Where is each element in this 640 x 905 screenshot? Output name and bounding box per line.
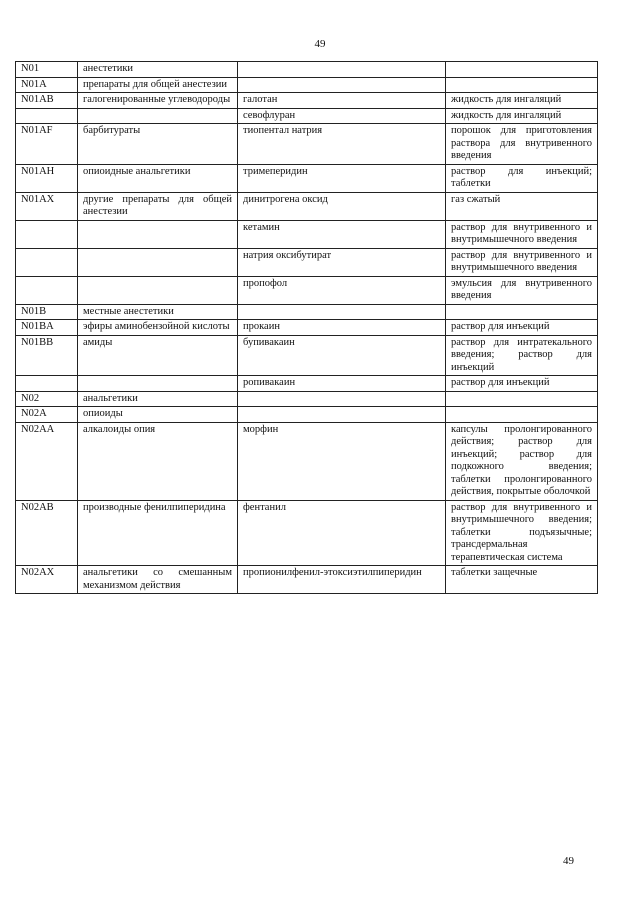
atc-code-cell: N01AB [16,93,78,109]
table-row [16,376,598,392]
dosage-form-cell: порошок для приготовления раствора для внутривенного введения [446,124,598,165]
drug-name-cell: натрия оксибутират [238,248,446,276]
dosage-form-cell: жидкость для ингаляций [446,93,598,109]
atc-code-cell: N02A [16,407,78,423]
dosage-form-cell: эмульсия для внутривенного введения [446,276,598,304]
atc-group-cell [78,376,238,392]
atc-code-cell: N01AF [16,124,78,165]
dosage-form-cell: раствор для инъекций; таблетки [446,164,598,192]
drug-name-cell [238,62,446,78]
table-row [16,407,598,423]
drug-name-cell: кетамин [238,220,446,248]
dosage-form-cell: раствор для интратекального введения; раствор для инъекций [446,335,598,376]
drug-name-cell: пропофол [238,276,446,304]
atc-code-cell: N01BB [16,335,78,376]
table-row [16,566,598,594]
atc-code-cell: N02AX [16,566,78,594]
atc-code-cell: N02 [16,391,78,407]
atc-code-cell: N01A [16,77,78,93]
atc-code-cell [16,220,78,248]
table-row [16,248,598,276]
table-row [16,320,598,336]
dosage-form-cell [446,407,598,423]
dosage-form-cell: газ сжатый [446,192,598,220]
atc-group-cell: эфиры аминобензойной кислоты [78,320,238,336]
atc-code-cell [16,276,78,304]
dosage-form-cell: раствор для внутривенного и внутримышечного введения [446,248,598,276]
atc-code-cell: N01BA [16,320,78,336]
drug-name-cell [238,391,446,407]
drug-name-cell: морфин [238,422,446,500]
atc-group-cell: местные анестетики [78,304,238,320]
atc-code-cell: N02AA [16,422,78,500]
dosage-form-cell [446,304,598,320]
dosage-form-cell: раствор для инъекций [446,376,598,392]
atc-group-cell [78,276,238,304]
dosage-form-cell [446,62,598,78]
table-row [16,164,598,192]
drug-name-cell: галотан [238,93,446,109]
drug-name-cell [238,77,446,93]
page-number-bottom: 49 [563,855,574,867]
dosage-form-cell [446,77,598,93]
table-row [16,77,598,93]
dosage-form-cell: раствор для внутривенного и внутримышечного введения [446,220,598,248]
atc-code-cell: N01 [16,62,78,78]
atc-group-cell: амиды [78,335,238,376]
atc-group-cell: опиоидные анальгетики [78,164,238,192]
dosage-form-cell: раствор для внутривенного и внутримышечного введения; таблетки подъязычные; трансдермальная терапевтическая система [446,500,598,566]
atc-group-cell: анестетики [78,62,238,78]
table-row [16,304,598,320]
dosage-form-cell: таблетки защечные [446,566,598,594]
drug-name-cell: фентанил [238,500,446,566]
drug-name-cell: пропионилфенил-этоксиэтилпиперидин [238,566,446,594]
atc-code-cell: N01AH [16,164,78,192]
table-row [16,62,598,78]
atc-group-cell: барбитураты [78,124,238,165]
drug-name-cell [238,407,446,423]
atc-group-cell: опиоиды [78,407,238,423]
table-row [16,335,598,376]
drug-name-cell: ропивакаин [238,376,446,392]
table-row [16,93,598,109]
atc-group-cell: галогенированные углеводороды [78,93,238,109]
drug-name-cell: тиопентал натрия [238,124,446,165]
atc-group-cell: анальгетики [78,391,238,407]
atc-group-cell [78,248,238,276]
drug-name-cell: прокаин [238,320,446,336]
table-row [16,422,598,500]
page-number-top: 49 [314,38,326,50]
table-row [16,220,598,248]
atc-group-cell [78,108,238,124]
atc-group-cell: анальгетики со смешанным механизмом действия [78,566,238,594]
table-row [16,500,598,566]
drug-name-cell [238,304,446,320]
table-row [16,124,598,165]
atc-group-cell: производные фенилпиперидина [78,500,238,566]
atc-code-cell: N02AB [16,500,78,566]
dosage-form-cell: жидкость для ингаляций [446,108,598,124]
atc-drug-table [15,61,598,594]
drug-name-cell: севофлуран [238,108,446,124]
atc-group-cell: алкалоиды опия [78,422,238,500]
drug-name-cell: тримеперидин [238,164,446,192]
table-row [16,391,598,407]
table-row [16,108,598,124]
dosage-form-cell [446,391,598,407]
drug-name-cell: динитрогена оксид [238,192,446,220]
table-row [16,276,598,304]
atc-group-cell: другие препараты для общей анестезии [78,192,238,220]
atc-code-cell [16,108,78,124]
dosage-form-cell: капсулы пролонгированного действия; раствор для инъекций; раствор для подкожного введения; таблетки пролонгированного действия, покрытые оболочкой [446,422,598,500]
atc-code-cell: N01AX [16,192,78,220]
atc-code-cell [16,376,78,392]
atc-group-cell: препараты для общей анестезии [78,77,238,93]
dosage-form-cell: раствор для инъекций [446,320,598,336]
atc-group-cell [78,220,238,248]
drug-name-cell: бупивакаин [238,335,446,376]
atc-code-cell: N01B [16,304,78,320]
table-row [16,192,598,220]
atc-code-cell [16,248,78,276]
